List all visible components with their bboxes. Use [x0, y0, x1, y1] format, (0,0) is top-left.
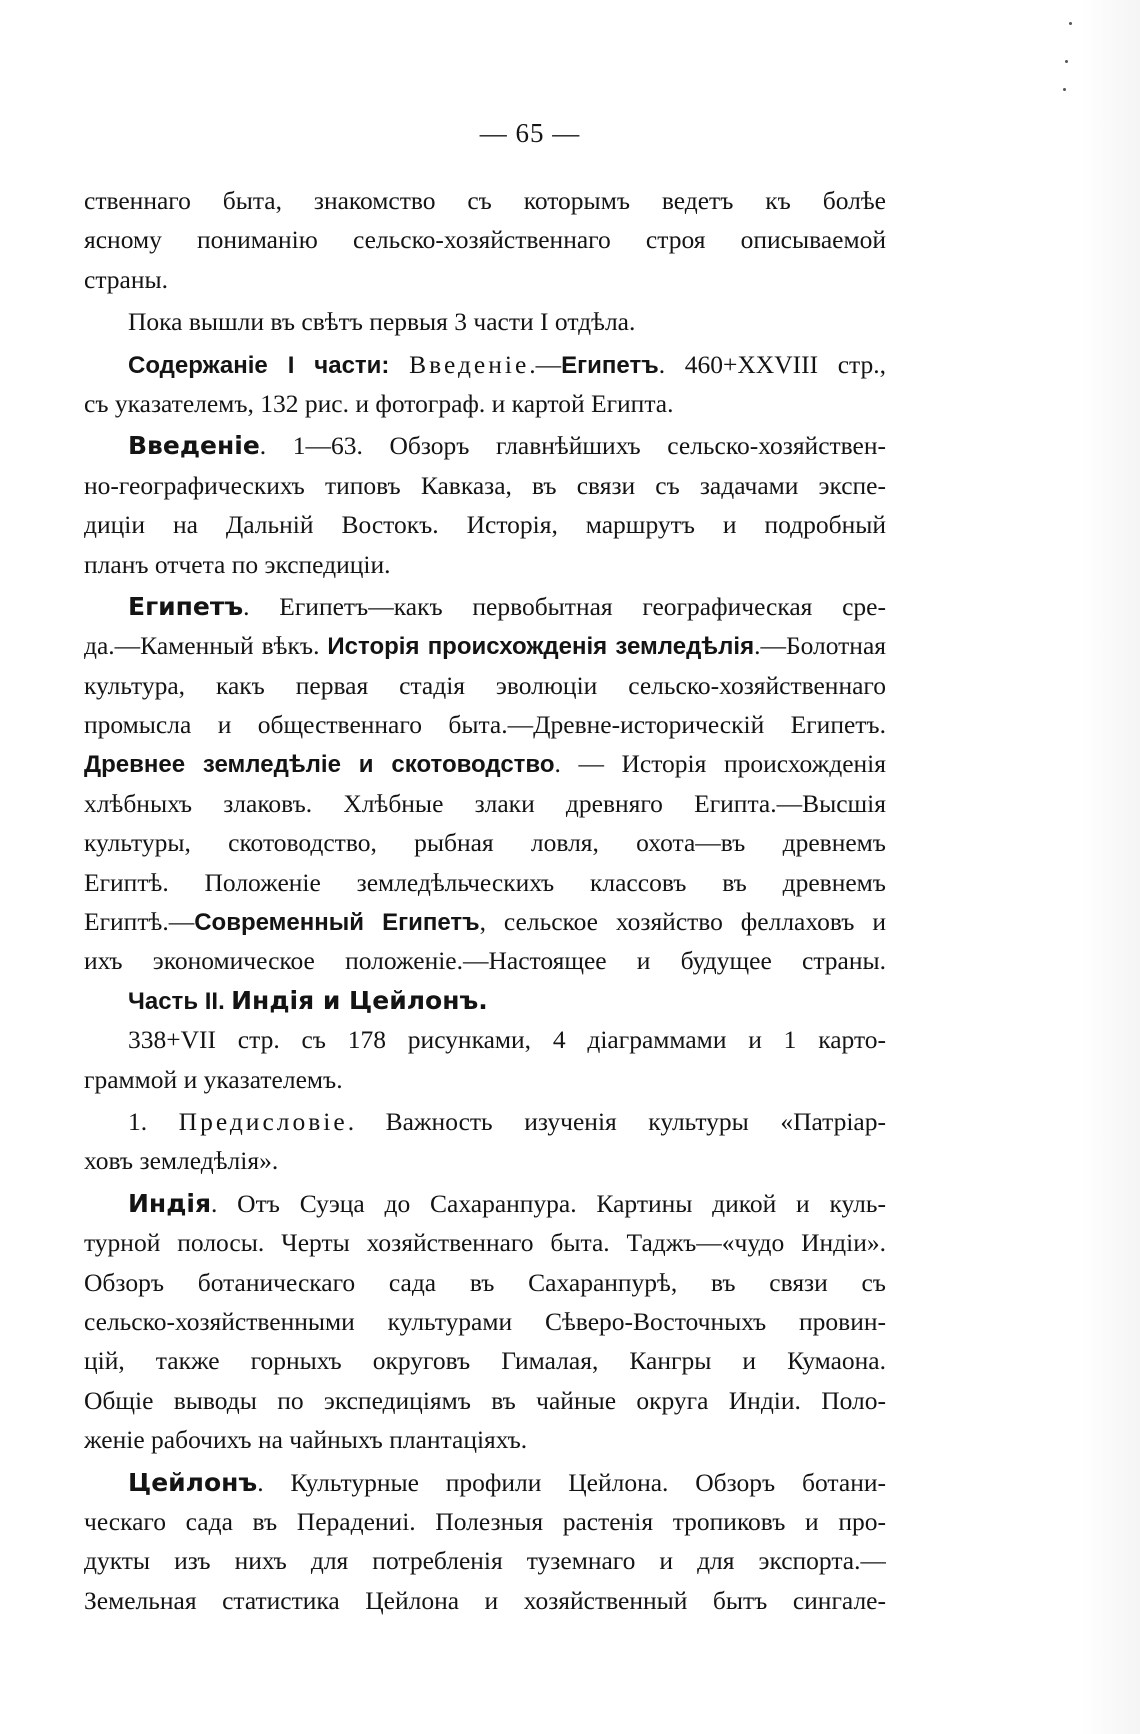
text-line: турной полосы. Черты хозяйственнаго быта. Таджъ—«чудо Индіи». [84, 1228, 886, 1258]
subsection-title: Древнее земледѣліе и скотоводство [84, 751, 555, 779]
text-line: ясному пониманію сельско-хозяйственнаго строя описываемой [84, 225, 886, 255]
text-line: 338+VII стр. съ 178 рисунками, 4 діаграммами и 1 карто- [128, 1025, 886, 1055]
text-line: культура, какъ первая стадія эволюціи сельско-хозяйственнаго [84, 670, 886, 700]
part-heading-line [84, 981, 886, 1020]
page-number: — 65 — [479, 118, 581, 148]
text-fragment: . 1—63. Обзоръ главнѣйшихъ сельско-хозяйствен- [259, 431, 886, 461]
speck [1063, 88, 1066, 91]
text-fragment: . 460+XXVIII стр., [658, 349, 886, 379]
part-title: Индія и Цейлонъ. [231, 985, 488, 1015]
text-line: Обзоръ ботаническаго сада въ Сахаранпурѣ, въ связи съ [84, 1267, 886, 1297]
text-line: Общіе выводы по экспедиціямъ въ чайные округа Индіи. Поло- [84, 1385, 886, 1415]
subsection-title: Современный Египетъ [194, 909, 480, 937]
text-fragment: Египтѣ.— [84, 907, 195, 937]
text-line: дукты изъ нихъ для потребленія туземнаго и для экспорта.— [84, 1546, 886, 1576]
section-title: Введеніе [409, 349, 530, 379]
text-fragment: 1. [128, 1106, 148, 1136]
text-fragment: . — Исторія происхожденія [554, 749, 886, 779]
section-title: Египетъ [561, 351, 659, 379]
text-line: ческаго сада въ Перадениі. Полезныя растенія тропиковъ и про- [84, 1506, 886, 1536]
text-line: граммой и указателемъ. [84, 1064, 343, 1094]
text-fragment: . Важность изученія культуры «Патріар- [347, 1106, 886, 1136]
text-line: страны. [84, 264, 168, 294]
text-fragment: . Египетъ—какъ первобытная географическая сре- [243, 591, 886, 621]
text-fragment: .— [529, 349, 562, 379]
text-fragment: .—Болотная [754, 631, 886, 661]
speck [1065, 60, 1068, 63]
text-line [84, 1463, 886, 1502]
contents-heading: Содержаніе I части: [128, 351, 390, 379]
text-line: но-географическихъ типовъ Кавказа, въ связи съ задачами экспе- [84, 470, 886, 500]
text-line: цій, также горныхъ округовъ Гималая, Кангры и Кумаона. [84, 1346, 886, 1376]
text-fragment: . Отъ Суэца до Сахаранпура. Картины дикой и куль- [211, 1188, 886, 1218]
text-line: планъ отчета по экспедиціи. [84, 549, 391, 579]
subsection-title: Исторія происхожденія земледѣлія [327, 633, 755, 661]
text-line: ихъ экономическое положеніе.—Настоящее и будущее страны. [84, 946, 886, 976]
text-line [84, 902, 886, 941]
text-line [84, 426, 886, 465]
section-heading: Цейлонъ [128, 1467, 258, 1497]
text-line: ховъ земледѣлія». [84, 1146, 279, 1176]
text-line [84, 1184, 886, 1223]
part-label: Часть II. [128, 987, 225, 1015]
text-line: сельско-хозяйственными культурами Сѣверо-Восточныхъ провин- [84, 1306, 886, 1336]
text-fragment: да.—Каменный вѣкъ. [84, 631, 320, 661]
text-line: хлѣбныхъ злаковъ. Хлѣбные злаки древняго Египта.—Высшія [84, 788, 886, 818]
text-fragment: , сельское хозяйство феллаховъ и [479, 907, 886, 937]
speck [1069, 22, 1072, 25]
text-line: съ указателемъ, 132 рис. и фотограф. и картой Египта. [84, 388, 674, 418]
text-line [84, 1102, 886, 1141]
text-line: диціи на Дальній Востокъ. Исторія, маршрутъ и подробный [84, 510, 886, 540]
text-line: Земельная статистика Цейлона и хозяйственный бытъ сингале- [84, 1585, 886, 1615]
section-heading: Индія [128, 1188, 212, 1218]
section-heading: Введеніе [128, 431, 260, 461]
text-line [84, 587, 886, 626]
text-line [84, 744, 886, 783]
section-title: Предисловіе [178, 1106, 348, 1136]
text-fragment: . Культурные профили Цейлона. Обзоръ ботани- [257, 1467, 886, 1497]
text-line: женіе рабочихъ на чайныхъ плантаціяхъ. [84, 1425, 528, 1455]
page-edge-shadow [1080, 0, 1140, 1734]
contents-heading-line [84, 345, 886, 384]
body-text [84, 181, 886, 1620]
text-line: Пока вышли въ свѣтъ первыя 3 части I отдѣла. [128, 307, 636, 337]
text-line: культуры, скотоводство, рыбная ловля, охота—въ древнемъ [84, 828, 886, 858]
text-line [84, 626, 886, 665]
text-line: ственнаго быта, знакомство съ которымъ ведетъ къ болѣе [84, 186, 886, 215]
text-line: Египтѣ. Положеніе земледѣльческихъ классовъ въ древнемъ [84, 867, 886, 897]
section-heading: Египетъ [128, 591, 244, 621]
text-line: промысла и общественнаго быта.—Древне-историческій Египетъ. [84, 710, 886, 740]
